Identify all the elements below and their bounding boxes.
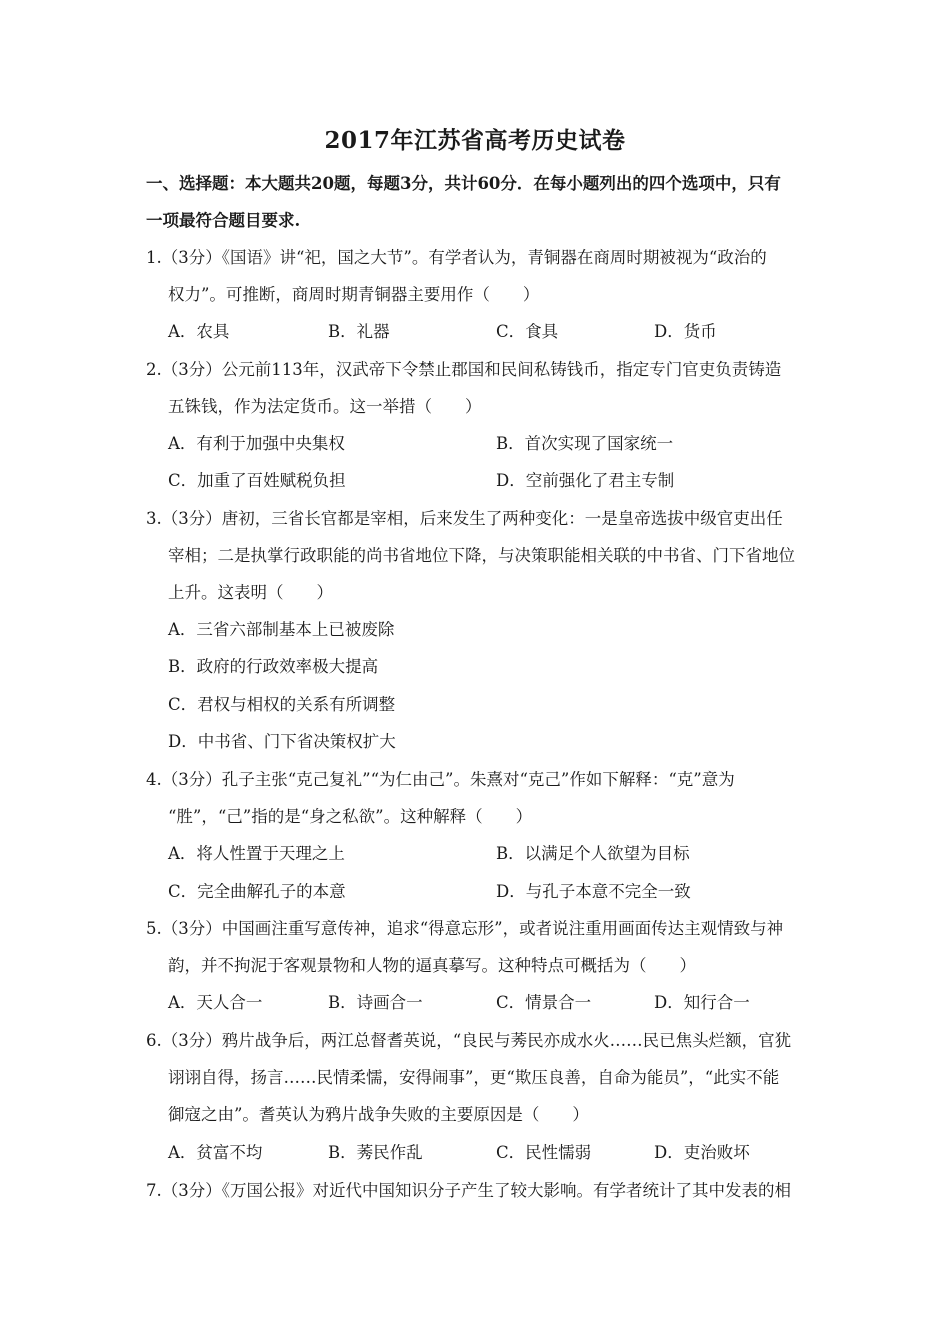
section-instruction-line-1: 一、选择题：本大题共20题，每题3分，共计60分．在每小题列出的四个选项中，只有 <box>146 174 781 193</box>
question-6-option-c: C．民性懦弱 <box>496 1143 592 1162</box>
question-2-option-a: A．有利于加强中央集权 <box>168 434 345 453</box>
question-3-stem-line-2: 宰相；二是执掌行政职能的尚书省地位下降，与决策职能相关联的中书省、门下省地位 <box>168 546 795 565</box>
page-title: 2017年江苏省高考历史试卷 <box>324 127 626 154</box>
question-1-stem-line-2: 权力”。可推断，商周时期青铜器主要用作（ ） <box>168 285 540 304</box>
question-2-stem-line-1: 2.（3分）公元前113年，汉武帝下令禁止郡国和民间私铸钱币，指定专门官吏负责铸造 <box>146 360 782 379</box>
question-6-stem-line-2: 诩诩自得，扬言……民情柔懦，安得闹事”，更“欺压良善，自命为能员”，“此实不能 <box>168 1068 780 1087</box>
question-2-option-b: B．首次实现了国家统一 <box>496 434 674 453</box>
question-5-option-c: C．情景合一 <box>496 993 592 1012</box>
question-4-option-a: A．将人性置于天理之上 <box>168 844 345 863</box>
section-instruction-line-2: 一项最符合题目要求. <box>146 211 301 230</box>
question-3-option-d: D．中书省、门下省决策权扩大 <box>168 732 396 751</box>
question-4-option-c: C．完全曲解孔子的本意 <box>168 882 346 901</box>
question-6-option-b: B．莠民作乱 <box>328 1143 423 1162</box>
question-5-option-d: D．知行合一 <box>654 993 750 1012</box>
question-5-option-a: A．天人合一 <box>168 993 263 1012</box>
question-1-option-a: A．农具 <box>168 322 230 341</box>
question-4-option-d: D．与孔子本意不完全一致 <box>496 882 691 901</box>
question-1-option-c: C．食具 <box>496 322 559 341</box>
question-2-stem-line-2: 五铢钱，作为法定货币。这一举措（ ） <box>168 397 482 416</box>
question-3-option-b: B．政府的行政效率极大提高 <box>168 657 379 676</box>
question-5-option-b: B．诗画合一 <box>328 993 423 1012</box>
question-5-stem-line-1: 5.（3分）中国画注重写意传神，追求“得意忘形”，或者说注重用画面传达主观情致与神 <box>146 919 784 938</box>
question-4-stem-line-2: “胜”，“己”指的是“身之私欲”。这种解释（ ） <box>168 807 533 826</box>
question-1-option-b: B．礼器 <box>328 322 390 341</box>
question-7-stem-line-1: 7.（3分）《万国公报》对近代中国知识分子产生了较大影响。有学者统计了其中发表的相 <box>146 1181 791 1200</box>
question-6-option-d: D．吏治败坏 <box>654 1143 750 1162</box>
question-2-option-d: D．空前强化了君主专制 <box>496 471 675 490</box>
question-1-stem-line-1: 1.（3分）《国语》讲“祀，国之大节”。有学者认为，青铜器在商周时期被视为“政治的 <box>146 248 767 267</box>
question-6-stem-line-1: 6.（3分）鸦片战争后，两江总督耆英说，“良民与莠民亦成水火……民已焦头烂额，官犹 <box>146 1031 792 1050</box>
question-3-option-c: C．君权与相权的关系有所调整 <box>168 695 396 714</box>
question-3-option-a: A．三省六部制基本上已被废除 <box>168 620 395 639</box>
question-2-option-c: C．加重了百姓赋税负担 <box>168 471 346 490</box>
question-5-stem-line-2: 韵，并不拘泥于客观景物和人物的逼真摹写。这种特点可概括为（ ） <box>168 956 696 975</box>
question-4-option-b: B．以满足个人欲望为目标 <box>496 844 690 863</box>
question-6-stem-line-3: 御寇之由”。耆英认为鸦片战争失败的主要原因是（ ） <box>168 1105 589 1124</box>
question-1-option-d: D．货币 <box>654 322 717 341</box>
question-3-stem-line-3: 上升。这表明（ ） <box>168 583 333 602</box>
question-3-stem-line-1: 3.（3分）唐初，三省长官都是宰相，后来发生了两种变化：一是皇帝选拔中级官吏出任 <box>146 509 783 528</box>
question-6-option-a: A．贫富不均 <box>168 1143 263 1162</box>
question-4-stem-line-1: 4.（3分）孔子主张“克己复礼”“为仁由己”。朱熹对“克己”作如下解释：“克”意为 <box>146 770 735 789</box>
